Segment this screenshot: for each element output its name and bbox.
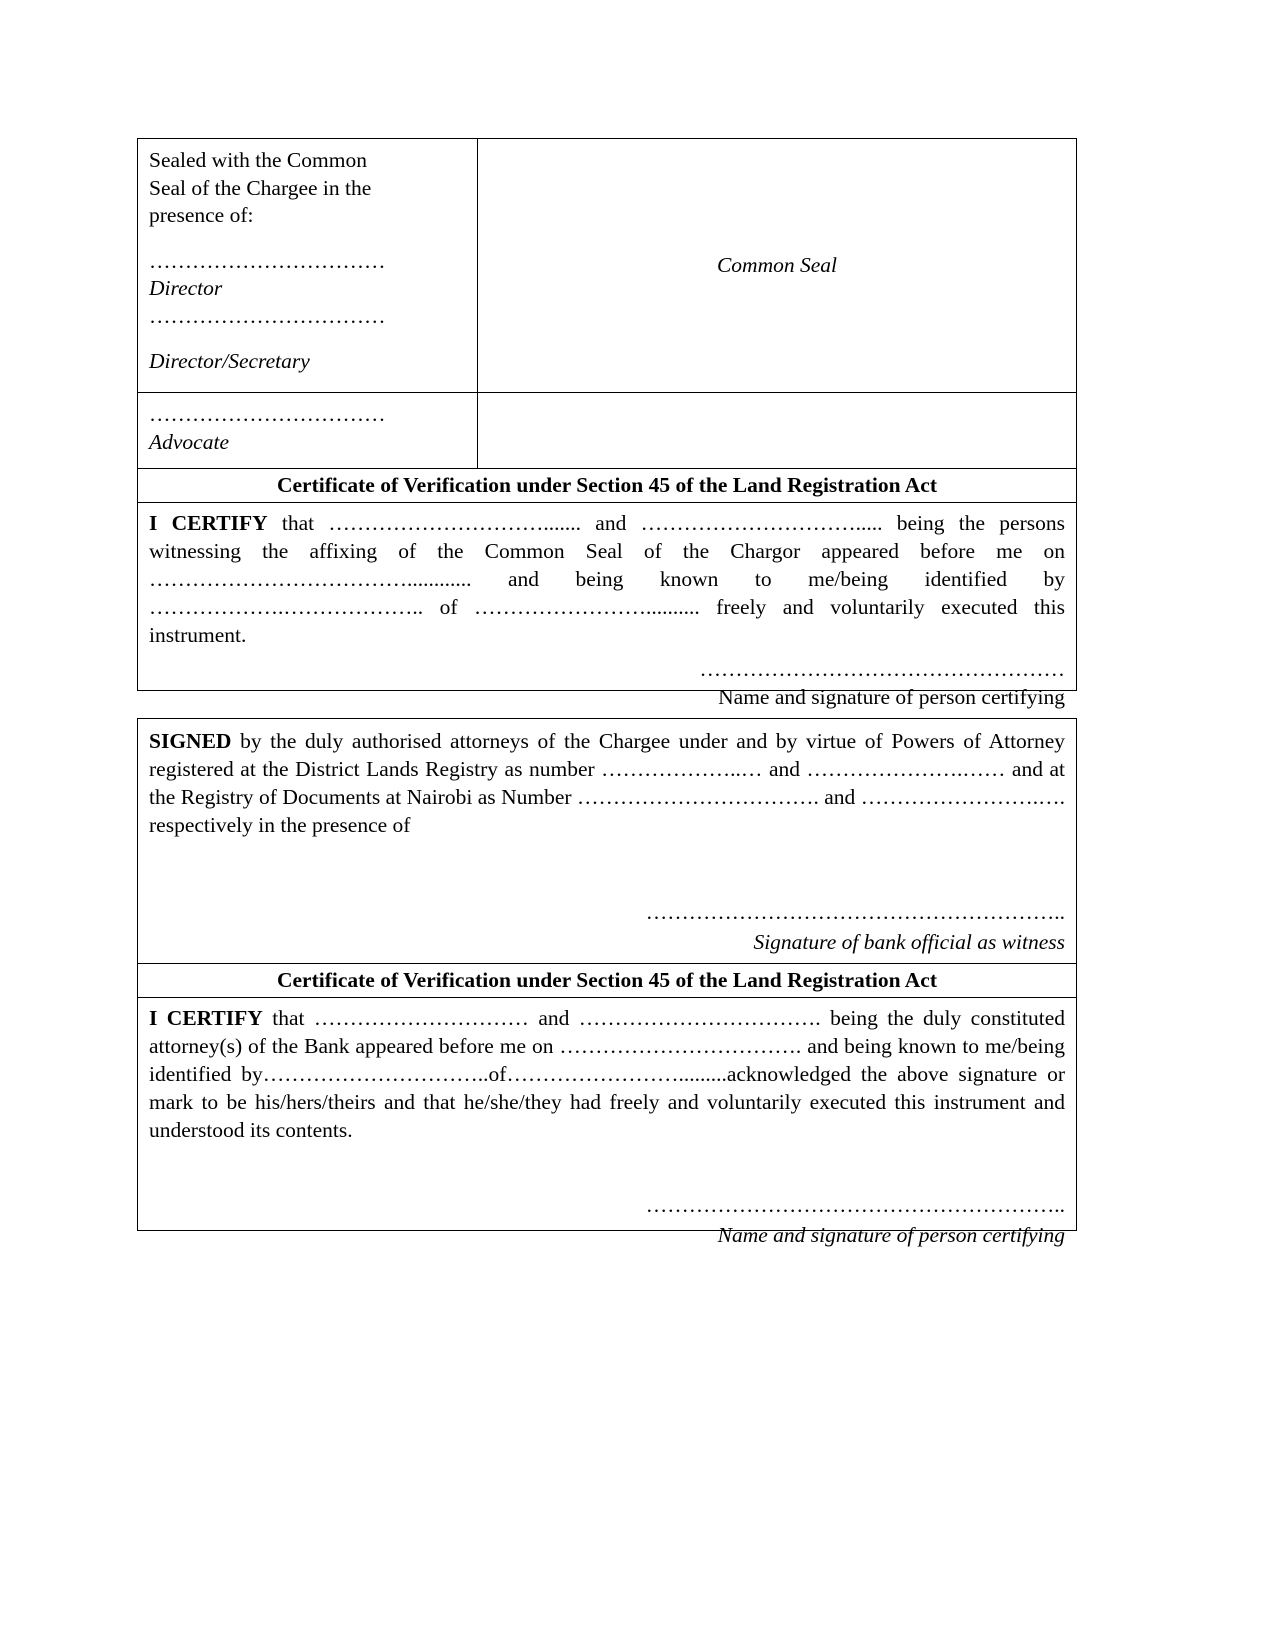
advocate-label: Advocate [149,429,229,454]
signed-text: by the duly authorised attorneys of the Chargee under and by virtue of Powers of Attorney registered at the District Lands Registry as number ………………..… and ………………….…… and at the Registry of Documents at Nairobi as Number ……………………………. and …………………….…. respectively in the presence of [149,729,1065,837]
seal-attestation-cell [138,139,478,392]
certificate-2-signature-label: Name and signature of person certifying [717,1223,1065,1247]
common-seal-label: Common Seal [716,253,838,277]
seal-row-top [138,139,1076,392]
certificate-1-heading: Certificate of Verification under Section 45 of the Land Registration Act [138,468,1076,503]
certificate-2-text: that ………………………… and ……………………………. being the duly constituted attorney(s) of the Bank appeared before me on ……………………………. and being known to me/being identified by…………………………..of…………………….........acknowledged the above signature or mark to be his/hers/theirs and that he/she/they had freely and voluntarily executed this instrument and understood its contents. [149,1006,1066,1142]
certificate-1-signature-label: Name and signature of person certifying [718,685,1065,709]
certificate-2-body [138,998,1076,1258]
director-label: Director [149,276,223,300]
certificate-1-body [138,503,1076,719]
witness-signature-label: Signature of bank official as witness [753,930,1065,954]
spacer [149,330,467,348]
director-signature-line[interactable]: …………………………… [149,248,386,273]
certificate-1-signature-line[interactable]: …………………………………………… [699,657,1065,681]
seal-line-1: Sealed with the Common [149,148,367,172]
advocate-signature-line[interactable]: …………………………… [149,402,386,426]
certificate-2-signature-line[interactable]: ………………………………………………….. [645,1193,1065,1217]
signed-body [138,719,1076,839]
seal-row-advocate [138,392,1076,468]
certificate-1-lead: I CERTIFY [149,511,268,535]
certificate-2-lead: I CERTIFY [149,1006,263,1030]
witness-signature-line[interactable]: ………………………………………………….. [645,900,1065,924]
witness-signature-area [138,897,1076,963]
spacer [149,230,467,248]
certificate-2-heading: Certificate of Verification under Section 45 of the Land Registration Act [138,963,1076,998]
seal-line-3: presence of: [149,203,254,227]
secretary-signature-line[interactable]: …………………………… [149,303,386,328]
director-secretary-label: Director/Secretary [149,349,310,373]
certificate-1-signature-area [149,655,1065,711]
certificate-2-signature-area [149,1190,1065,1250]
signed-lead: SIGNED [149,729,232,753]
common-seal-block [137,138,1077,709]
advocate-cell [138,393,478,468]
certificate-1-text: that …………………………....... and …………………………..... being the persons witnessing the affixing of the Common Seal of the Chargor appeared before me on ………………………………............ and being known to me/being identified by ……………….……………….. of …………………….......... freely and voluntarily executed this instrument. [149,511,1065,647]
common-seal-area [478,139,1076,392]
signed-attorneys-block [137,718,1077,1247]
seal-line-2: Seal of the Chargee in the [149,175,372,200]
advocate-blank-cell [478,393,1076,468]
